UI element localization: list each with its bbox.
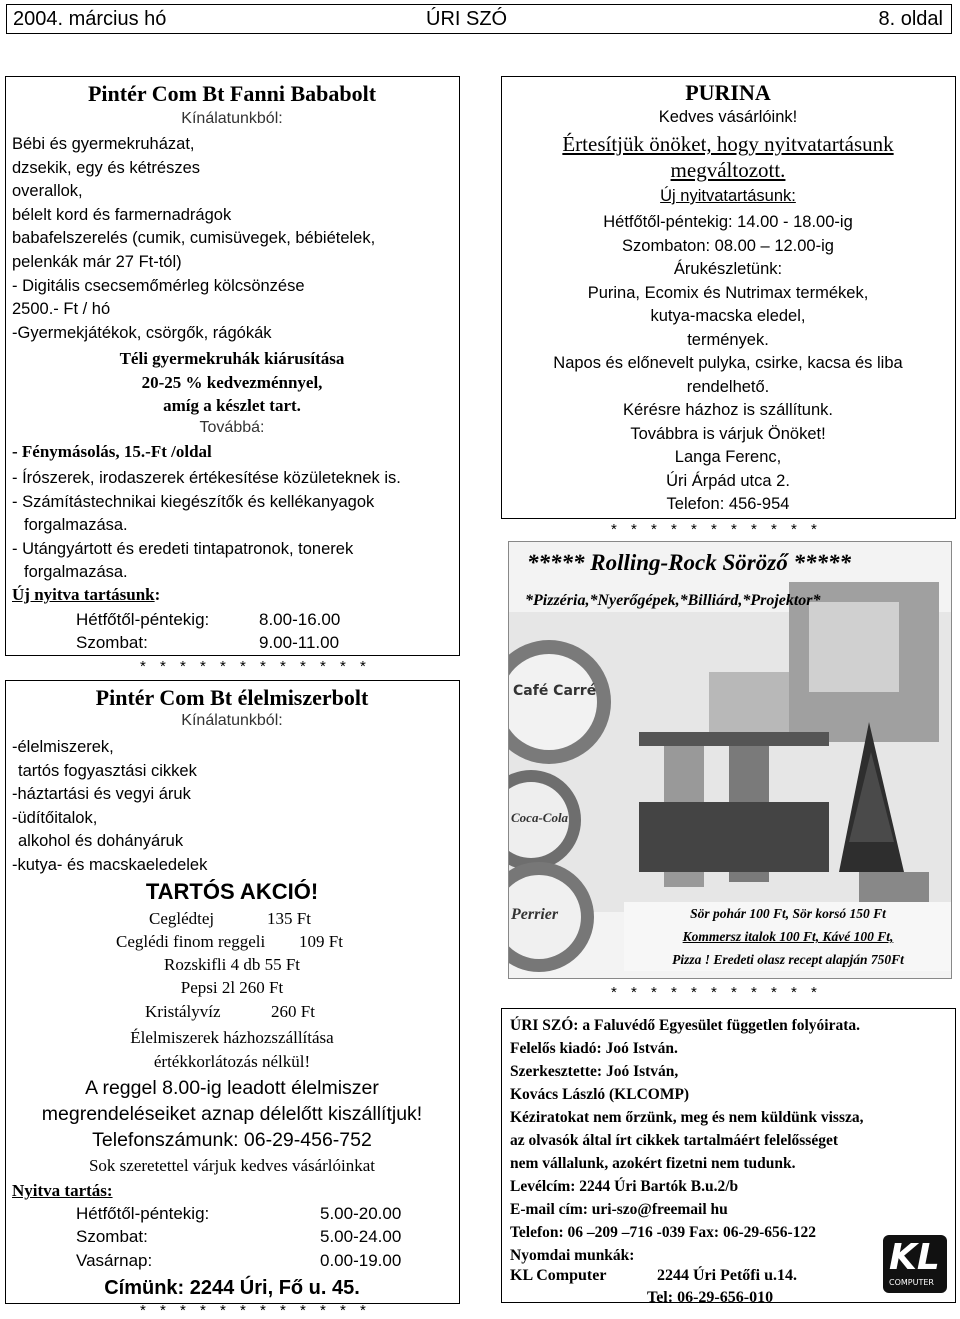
product-name: Kristályvíz — [145, 1002, 221, 1021]
list-item: dzsekik, egy és kétrészes — [12, 158, 200, 177]
list-item: -üdítőitalok, — [12, 808, 98, 827]
hours-time: 5.00-20.00 — [320, 1204, 402, 1223]
impressum-line: Levélcím: 2244 Úri Bartók B.u.2/b — [510, 1178, 739, 1195]
grocery-offer-label: Kínálatunkból: — [181, 712, 283, 729]
product-price: 135 Ft — [267, 909, 311, 928]
list-item: - Számítástechnikai kiegészítők és kellékanyagok — [12, 492, 375, 511]
list-item: overallok, — [12, 182, 83, 201]
logo-coca-cola: Coca-Cola — [511, 810, 569, 825]
notice-line: Értesítjük önöket, hogy nyitvatartásunk — [562, 132, 894, 156]
list-item: -háztartási és vegyi áruk — [12, 785, 191, 804]
separator-stars: * * * * * * * * * * * — [611, 521, 822, 538]
price-line: Pizza ! Eredeti olasz recept alapján 750Ft — [672, 952, 904, 967]
info-line: termények. — [687, 330, 769, 349]
list-item: -kutya- és macskaeledelek — [12, 855, 208, 874]
list-item: babafelszerelés (cumik, cumisüvegek, bébiételek, — [12, 229, 376, 248]
info-line: Árukészletünk: — [673, 260, 783, 278]
purina-hours-label: Új nyitvatartásunk: — [660, 187, 796, 205]
grocery-welcome: Sok szeretettel várjuk kedves vásárlóinkat — [88, 1156, 376, 1175]
babybolt-sale — [6, 347, 458, 418]
list-item: forgalmazása. — [24, 516, 128, 535]
impressum-line: Szerkesztette: Joó István, — [510, 1063, 679, 1080]
purina-greeting: Kedves vásárlóink! — [658, 108, 798, 126]
hours-day: Szombat: — [76, 1227, 148, 1246]
hours-day: Szombat: — [76, 633, 148, 652]
product-name: Ceglédi finom reggeli — [116, 932, 266, 951]
info-line: Napos és előnevelt pulyka, csirke, kacsa és liba — [553, 354, 903, 372]
grocery-title: Pintér Com Bt élelmiszerbolt — [95, 685, 369, 710]
impressum-line: Telefon: 06 –209 –716 -039 Fax: 06-29-656-122 — [510, 1224, 816, 1241]
kl-company: KL Computer — [510, 1267, 607, 1284]
list-item: -Gyermekjátékok, csörgők, rágókák — [12, 323, 272, 342]
purina-info — [502, 258, 954, 517]
impressum-line: nem vállalunk, azokért fizetni nem tudunk. — [510, 1155, 796, 1172]
logo-perrier: Perrier — [511, 906, 559, 923]
info-line: Purina, Ecomix és Nutrimax termékek, — [587, 283, 869, 302]
rolling-prices — [624, 902, 952, 971]
hours-day: Hétfőtől-péntekig: — [76, 1204, 210, 1223]
info-line: Továbbra is várjuk Önöket! — [630, 424, 826, 443]
list-item: forgalmazása. — [24, 563, 128, 582]
babybolt-items — [12, 133, 375, 345]
grocery-delivery — [6, 1026, 458, 1073]
hours-time: 0.00-19.00 — [320, 1251, 402, 1270]
babybolt-title: Pintér Com Bt Fanni Bababolt — [87, 81, 377, 106]
kl-computer-logo: KL COMPUTER — [883, 1235, 947, 1293]
order-line: A reggel 8.00-ig leadott élelmiszer — [85, 1077, 379, 1099]
list-item: - Digitális csecsemőmérleg kölcsönzése — [12, 276, 305, 295]
hours-time: 9.00-11.00 — [259, 633, 340, 652]
info-line: Úri Árpád utca 2. — [666, 471, 790, 490]
impressum — [501, 1008, 956, 1306]
page-header — [6, 4, 952, 34]
impressum-line: ÚRI SZÓ: a Faluvédő Egyesület független folyóirata. — [510, 1017, 861, 1034]
rolling-subtitle: *Pizzéria,*Nyerőgépek,*Billiárd,*Projektor* — [525, 592, 821, 609]
grocery-hours-label: Nyitva tartás: — [12, 1181, 113, 1200]
hours-time: 5.00-24.00 — [320, 1227, 402, 1246]
list-item: - Írószerek, irodaszerek értékesítése közületeknek is. — [12, 469, 401, 487]
logo-cafe-carre: Café Carré — [513, 683, 597, 699]
list-item: Bébi és gyermekruházat, — [12, 135, 195, 153]
page-number: 8. oldal — [878, 8, 943, 30]
info-line: kutya-macska eledel, — [650, 307, 806, 325]
sale-line: amíg a készlet tart. — [163, 396, 301, 415]
delivery-line: Élelmiszerek házhozszállítása — [130, 1028, 334, 1047]
info-line: Telefon: 456-954 — [666, 495, 790, 513]
rolling-title: ***** Rolling-Rock Söröző ***** — [527, 550, 851, 575]
grocery-action: TARTÓS AKCIÓ! — [145, 879, 319, 904]
purina-notice — [502, 131, 954, 183]
info-line: Kérésre házhoz is szállítunk. — [622, 401, 833, 419]
info-line: Langa Ferenc, — [674, 448, 782, 466]
impressum-line: az olvasók által írt cikkek tartalmáért felelősséget — [510, 1132, 838, 1149]
separator-stars: * * * * * * * * * * * * — [140, 1302, 371, 1319]
price-line: Kommersz italok 100 Ft, Kávé 100 Ft, — [682, 929, 894, 944]
separator-stars: * * * * * * * * * * * — [611, 984, 822, 1001]
grocery-items — [12, 736, 207, 878]
list-item: alkohol és dohányáruk — [18, 832, 184, 851]
sale-line: Téli gyermekruhák kiárusítása — [119, 349, 345, 368]
product-name: Ceglédtej — [149, 909, 215, 928]
babybolt-ad — [5, 76, 460, 656]
list-item: 2500.- Ft / hó — [12, 300, 111, 319]
issue-date: 2004. március hó — [13, 8, 167, 30]
impressum-line: Felelős kiadó: Joó István. — [510, 1040, 678, 1057]
product-line: Pepsi 2l 260 Ft — [180, 978, 284, 997]
copy-service: - Fénymásolás, 15.-Ft /oldal — [12, 442, 212, 461]
impressum-lines — [510, 1014, 864, 1267]
notice-line: megváltozott. — [670, 158, 786, 182]
babybolt-offer-label: Kínálatunkból: — [181, 110, 283, 127]
list-item: -élelmiszerek, — [12, 738, 114, 756]
hours-time: 8.00-16.00 — [259, 610, 341, 629]
hours-line: Hétfőtől-péntekig: 14.00 - 18.00-ig — [603, 213, 853, 231]
sale-line: 20-25 % kedvezménnyel, — [141, 372, 323, 392]
babybolt-services — [12, 467, 401, 585]
list-item: bélelt kord és farmernadrágok — [12, 205, 232, 224]
product-price: 109 Ft — [299, 932, 343, 951]
babybolt-hours-label: Új nyitva tartásunk: — [12, 585, 161, 604]
hours-day: Vasárnap: — [76, 1251, 153, 1270]
impressum-line: Nyomdai munkák: — [510, 1247, 635, 1264]
kl-phone: Tel: 06-29-656-010 — [647, 1289, 774, 1306]
hours-line: Szombaton: 08.00 – 12.00-ig — [622, 236, 834, 255]
grocery-phone: Telefonszámunk: 06-29-456-752 — [92, 1129, 372, 1151]
product-line: Rozskifli 4 db 55 Ft — [163, 955, 300, 974]
price-line: Sör pohár 100 Ft, Sör korsó 150 Ft — [690, 906, 886, 921]
purina-hours — [502, 211, 954, 258]
kl-address: 2244 Úri Petőfi u.14. — [657, 1267, 797, 1284]
babybolt-more-label: Továbbá: — [199, 419, 265, 436]
order-line: megrendeléseiket aznap délelőtt kiszállítjuk! — [41, 1103, 423, 1125]
rolling-rock-ad — [508, 541, 952, 979]
list-item: tartós fogyasztási cikkek — [18, 761, 197, 780]
grocery-ad — [5, 680, 460, 1304]
hours-day: Hétfőtől-péntekig: — [76, 610, 210, 629]
impressum-line: Kéziratokat nem őrzünk, meg és nem küldünk vissza, — [510, 1109, 864, 1126]
delivery-line: értékkorlátozás nélkül! — [153, 1051, 311, 1071]
purina-title: PURINA — [685, 80, 771, 105]
grocery-order — [6, 1075, 458, 1127]
product-price: 260 Ft — [271, 1002, 315, 1021]
list-item: pelenkák már 27 Ft-tól) — [12, 252, 182, 271]
newspaper-title: ÚRI SZÓ — [426, 8, 508, 30]
impressum-line: Kovács László (KLCOMP) — [510, 1086, 690, 1103]
purina-ad — [501, 76, 956, 519]
list-item: - Utángyártott és eredeti tintapatronok, tonerek — [12, 539, 354, 558]
impressum-line: E-mail cím: uri-szo@freemail hu — [510, 1201, 728, 1218]
info-line: rendelhető. — [686, 377, 770, 396]
grocery-address: Címünk: 2244 Úri, Fő u. 45. — [104, 1277, 360, 1299]
separator-stars: * * * * * * * * * * * * — [140, 658, 371, 675]
